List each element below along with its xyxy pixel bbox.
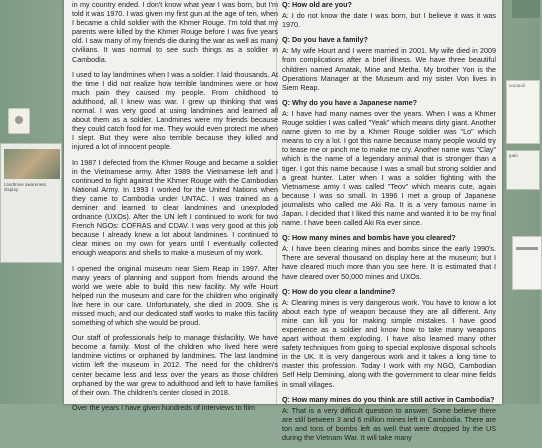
right-display-board (506, 80, 540, 144)
wall-frame-edge (512, 0, 540, 18)
biography-paragraph: I opened the original museum near Siem Reap in 1997. After many years of planning and support from friends around the world we were able to build this new facility. My wife Hourt helped run the museum and care for the children who originally live here in our care. Unfortunately, she died in 2009. She is missed much, and our dedicated staff works to make this facility something of which she would be proud. (72, 263, 278, 328)
right-board-text: ទេសចរណ៍ (509, 83, 526, 88)
faq-paragraph: A: I have had many names over the years. When I was a Khmer Rouge soldier I was called "Yeak" which means dirty giant. Another name given to me by a Khmer Rouge soldier was "Lo" which means to cry a lot. I got this name because many people would try to tease me or pinch me to make me cry. Another name was "Clay" which is the name of a legendary animal that is stronger than a tiger. I got this name because I was a small but strong soldier and a great hunter. Later when I was a soldier fighting with the Vietnamese army I was called "Teov" which means cute, again because I was so small. In 1996 I met a group of Japanese journalists who called me Aki Ra. It is a very famous name in Japan. I decided that I liked this name and wanted it to be my final name. I have been called Aki Ra ever since. (282, 108, 496, 228)
biography-paragraph: In 1987 I defected from the Khmer Rouge and became a soldier in the Vietnamese army. After 1989 the Vietnamese left and I continued to fight against the Khmer Rouge with the Cambodian National Army. In 1993 I worked for the United Nations when they came to Cambodia under UNTAC. I was trained as a deminer and learned to clear landmines and unexploded ordnance (UXOs). After the UN left I continued to work for two French NGOs: COFRAS and CDAV. I was very good at this job because I already knew a lot about landmines. I continued to clear mines on my own for years until I eventually collected enough weapons and shells to make a museum of my work. (72, 157, 278, 258)
faq-paragraph: A: My wife Hourt and I were married in 2001. My wife died in 2009 from complications after a brief illness. We have three beautiful children named Amatak, Mine and Metha. My brother Yon is the Operations Manager at the Museum and my sister Von lives in Siem Reap. (282, 46, 496, 92)
faq-question: Q: How many mines do you think are still active in Cambodia? (282, 394, 495, 404)
faq-question: Q: How many mines and bombs have you cleared? (282, 233, 456, 243)
faq-question: Q: How old are you? (282, 0, 352, 9)
faq-paragraph: A: I do not know the date I was born, but I believe it was it was 1970. (282, 11, 496, 30)
biography-paragraph: I used to lay landmines when I was a soldier. I laid thousands. At the time I did not realize how terrible landmines were or how much pain they caused my people. From childhood to adulthood, all I knew was war. I grew up thinking that was normal. I was very good at using landmines and learned all about them as a soldier. Landmines were my friends because they could catch food for me. They would even protect me when I slept. But they were also terrible because they killed and injured a lot of innocent people. (72, 69, 278, 152)
faq-question: Q: How do you clear a landmine? (282, 286, 396, 296)
right-display-label (506, 150, 540, 190)
left-display-board (0, 143, 62, 263)
biography-paragraph: Over the years I have given hundreds of interviews to film (72, 402, 255, 412)
biography-paragraph: Our staff of professionals help to manage thisfacility. We have become a family. Most of the children who lived here were landmine victims or orphaned by landmines. The last landmine victim left the museum in 2012. The need for the children's center became less and less over the years as those children orphaned by the war grew to adulthood and left to have families of their own. The children's center closed in 2018. (72, 333, 278, 397)
faq-paragraph: A: I have been clearing mines and bombs since the early 1990's. There are several thousand on display here at the museum; but I have cleared much more than you see here. It is estimated that I have cleared over 50,000 mines and UXOs. (282, 244, 496, 281)
power-outlet (8, 108, 30, 134)
faq-column (282, 0, 496, 448)
faq-paragraph: A: Clearing mines is very dangerous work. You have to know a lot about each type of weapon because they are all different. Any mine can kill you for making simple mistakes. I have good experience as a soldier and know how to take many weapons apart without them exploding. I have also learned many other safety techniques from going to special explosive disposal schools in the UK. It is very dangerous work and it takes a long time to master this profession. Today I work with my NGO, Cambodian Self Help Demining, along with the government to clear mine fields in small villages. (282, 297, 496, 389)
faq-question: Q: Do you have a family? (282, 35, 368, 45)
left-board-text: Landmine awareness display (4, 182, 47, 192)
biography-paragraph: in my country ended. I don't know what year I was born, but I'm told it was 1970. I was given my first gun at the age of ten, when I became a child soldier with the Khmer Rouge. I'm told that my parents were killed by the Khmer Rouge before I was five years old. I saw many of my friends die during the war as well as many civilians. It was normal to see such things as a soldier in Cambodia. (72, 0, 278, 64)
faq-question: Q: Why do you have a Japanese name? (282, 97, 418, 107)
left-board-photo (4, 149, 60, 179)
right-label-text: ប្រអប់ (509, 153, 518, 158)
wall-donation-box (512, 236, 542, 290)
faq-paragraph: A: That is a very difficult question to answer. Some believe there are still between 3 and 6 million mines left in Cambodia. There are ton and tons of bombs left as well that were dropped by the US during the Vietnam War. It will take many (282, 405, 496, 443)
information-panel (64, 0, 502, 443)
biography-column (72, 0, 278, 418)
